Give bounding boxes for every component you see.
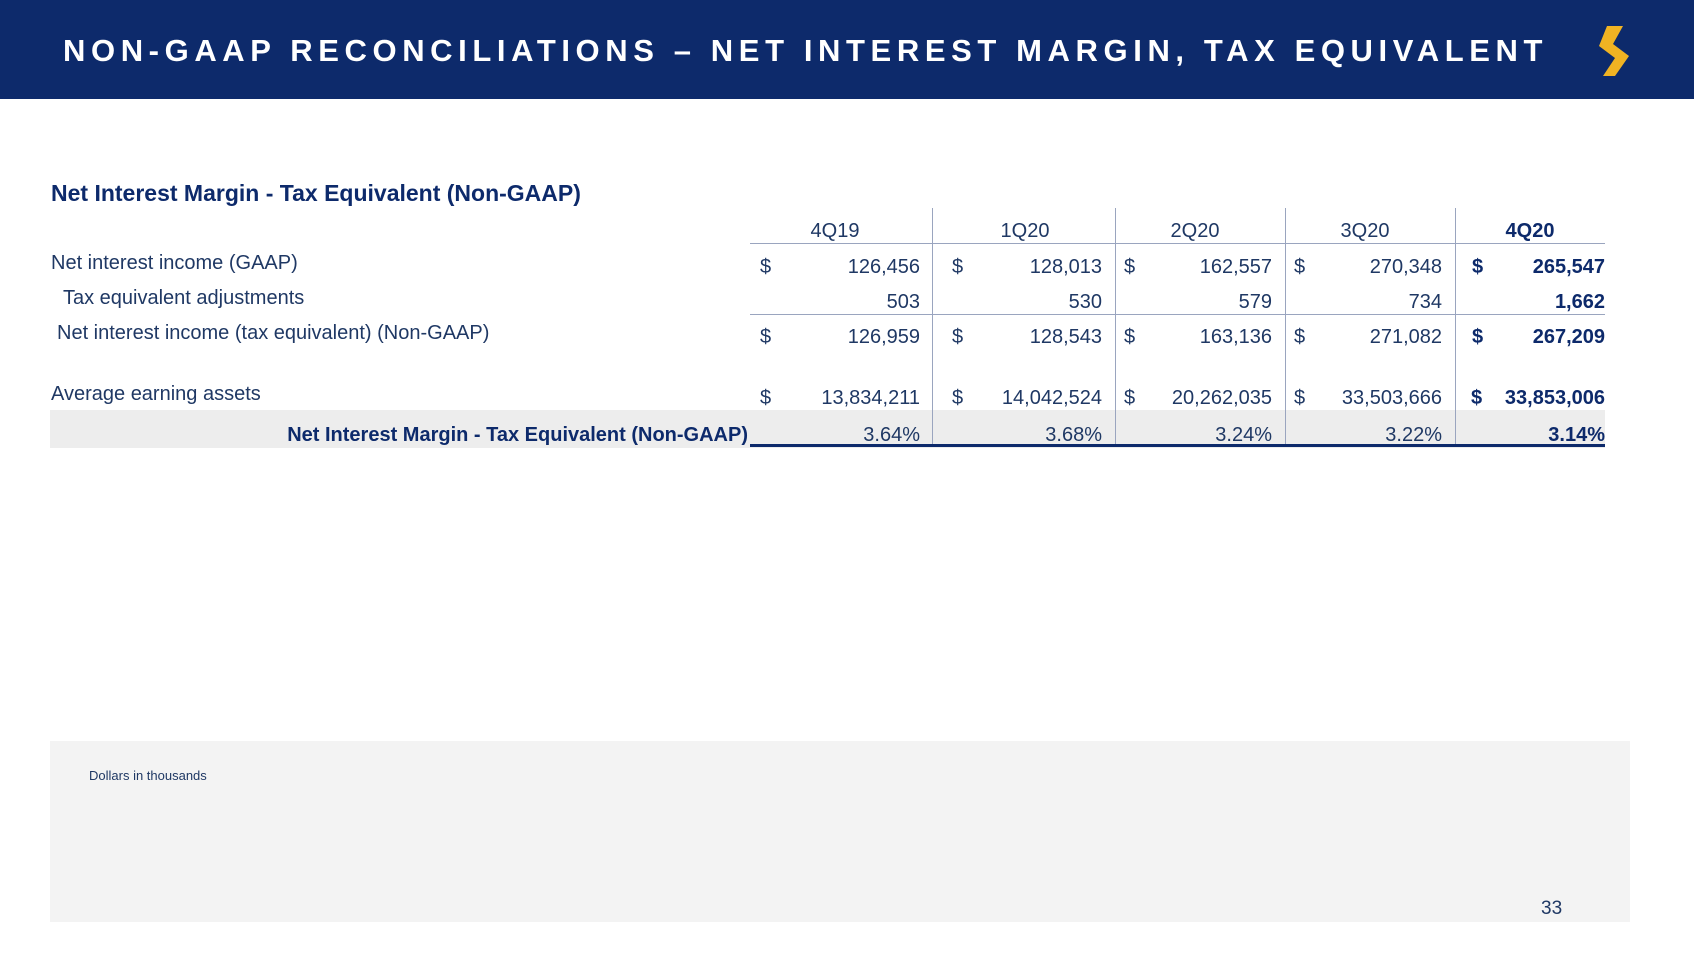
value-cell: 530 — [1068, 291, 1102, 313]
value-cell: 3.24% — [1215, 424, 1272, 446]
currency-symbol: $ — [760, 387, 772, 409]
row-label: Tax equivalent adjustments — [63, 287, 305, 309]
currency-symbol: $ — [1124, 256, 1136, 278]
value-cell: 3.68% — [1045, 424, 1102, 446]
currency-symbol: $ — [1472, 256, 1484, 278]
currency-symbol: $ — [1472, 326, 1484, 348]
value-cell: 267,209 — [1532, 326, 1605, 348]
footer-panel — [50, 741, 1630, 922]
value-cell: 128,013 — [1029, 256, 1102, 278]
reconciliation-table — [0, 0, 1694, 460]
currency-symbol: $ — [1124, 326, 1136, 348]
value-cell: 3.64% — [863, 424, 920, 446]
currency-symbol: $ — [760, 256, 772, 278]
value-cell: 271,082 — [1369, 326, 1442, 348]
value-cell: 734 — [1408, 291, 1442, 313]
row-label: Average earning assets — [51, 383, 261, 405]
column-header-2q20: 2Q20 — [1170, 220, 1220, 242]
column-header-4q20: 4Q20 — [1505, 220, 1555, 242]
value-cell: 20,262,035 — [1171, 387, 1272, 409]
column-header-1q20: 1Q20 — [1000, 220, 1050, 242]
currency-symbol: $ — [952, 326, 964, 348]
value-cell: 1,662 — [1554, 291, 1605, 313]
currency-symbol: $ — [1124, 387, 1136, 409]
header-rule — [750, 243, 1605, 244]
section-title: Net Interest Margin - Tax Equivalent (Non-GAAP) — [51, 180, 581, 206]
currency-symbol: $ — [760, 326, 772, 348]
value-cell: 13,834,211 — [821, 387, 920, 409]
value-cell: 265,547 — [1532, 256, 1605, 278]
value-cell: 33,503,666 — [1341, 387, 1442, 409]
page-number: 33 — [1541, 898, 1563, 919]
column-header-4q19: 4Q19 — [810, 220, 860, 242]
currency-symbol: $ — [1294, 256, 1306, 278]
value-cell: 33,853,006 — [1504, 387, 1605, 409]
row-label: Net interest income (GAAP) — [51, 252, 298, 274]
margin-row-label: Net Interest Margin - Tax Equivalent (Non-GAAP) — [287, 424, 748, 446]
value-cell: 270,348 — [1369, 256, 1442, 278]
subtotal-rule — [750, 314, 1605, 315]
footnote: Dollars in thousands — [89, 768, 207, 783]
value-cell: 3.22% — [1385, 424, 1442, 446]
value-cell: 503 — [886, 291, 920, 313]
value-cell: 128,543 — [1029, 326, 1102, 348]
column-header-3q20: 3Q20 — [1340, 220, 1390, 242]
value-cell: 579 — [1238, 291, 1272, 313]
currency-symbol: $ — [1471, 387, 1483, 409]
row-label: Net interest income (tax equivalent) (Non-GAAP) — [57, 322, 490, 344]
value-cell: 3.14% — [1548, 424, 1605, 446]
currency-symbol: $ — [952, 387, 964, 409]
slide-title: NON-GAAP RECONCILIATIONS – NET INTEREST MARGIN, TAX EQUIVALENT — [63, 33, 1549, 68]
value-cell: 126,959 — [847, 326, 920, 348]
currency-symbol: $ — [1294, 387, 1306, 409]
value-cell: 14,042,524 — [1001, 387, 1102, 409]
currency-symbol: $ — [1294, 326, 1306, 348]
value-cell: 162,557 — [1199, 256, 1272, 278]
value-cell: 126,456 — [847, 256, 920, 278]
currency-symbol: $ — [952, 256, 964, 278]
value-cell: 163,136 — [1199, 326, 1272, 348]
